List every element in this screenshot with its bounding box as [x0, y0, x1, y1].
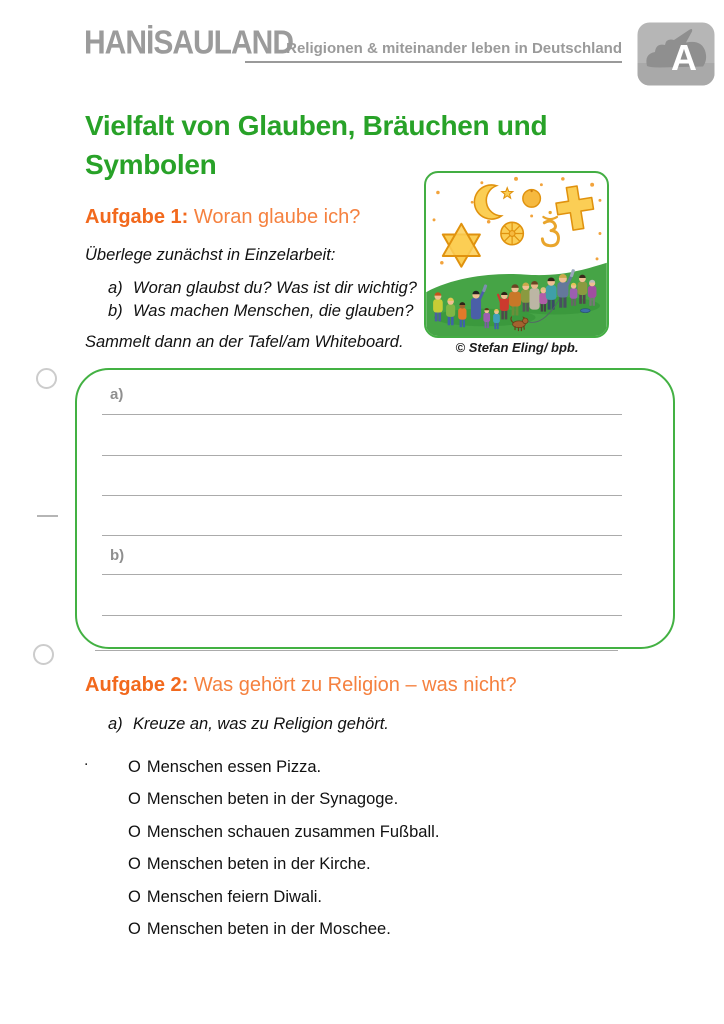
- checkbox-bullet[interactable]: O: [128, 855, 141, 874]
- checkbox-bullet[interactable]: O: [128, 919, 141, 938]
- hole-punch-mark: [33, 644, 54, 665]
- checklist-item-text: Menschen beten in der Kirche.: [146, 855, 371, 874]
- checkbox-bullet[interactable]: O: [128, 790, 141, 809]
- orange-fruit-icon: [523, 190, 541, 208]
- religion-checklist: [128, 751, 439, 945]
- page-title: Vielfalt von Glauben, Bräuchen und Symbolen: [85, 110, 548, 180]
- task1-outro: Sammelt dann an der Tafel/am Whiteboard.: [85, 333, 404, 351]
- worksheet-series-subtitle: Religionen & miteinander leben in Deutschland: [286, 40, 622, 57]
- task1-intro: Überlege zunächst in Einzelarbeit:: [85, 246, 336, 264]
- answer-line[interactable]: [102, 535, 622, 536]
- task2-question: Was gehört zu Religion – was nicht?: [193, 674, 517, 696]
- checklist-item: [128, 881, 439, 913]
- answer-line[interactable]: [102, 615, 622, 616]
- checklist-item: [128, 783, 439, 815]
- task1-subtask-b: [108, 300, 417, 323]
- crescent-moon-and-star-icon: [474, 185, 512, 219]
- task1-heading: [85, 206, 360, 229]
- checkbox-bullet[interactable]: O: [128, 887, 141, 906]
- subtask-text: Was machen Menschen, die glauben?: [133, 301, 414, 320]
- checklist-item-text: Menschen feiern Diwali.: [146, 887, 323, 906]
- checkbox-bullet[interactable]: O: [128, 758, 141, 776]
- box-bottom-rule: [95, 650, 618, 651]
- answer-line[interactable]: [102, 414, 622, 415]
- hole-punch-mark: [36, 368, 57, 389]
- hippo-silhouette-icon: [637, 22, 715, 86]
- subtask-text: Woran glaubst du? Was ist dir wichtig?: [133, 279, 417, 297]
- task1-question: Woran glaube ich?: [193, 206, 361, 228]
- subtask-text: Kreuze an, was zu Religion gehört.: [133, 715, 389, 733]
- answer-box-label-b: b): [110, 547, 125, 564]
- answer-box-label-a: a): [110, 386, 124, 403]
- image-credit: © Stefan Eling/ bpb.: [455, 340, 579, 355]
- hanisauland-logo: HANİSAULAND: [84, 25, 293, 62]
- answer-line[interactable]: [102, 455, 622, 456]
- answer-line[interactable]: [102, 495, 622, 496]
- answer-line[interactable]: [102, 574, 622, 575]
- star-of-david-icon: [443, 224, 480, 267]
- checklist-item-text: Menschen essen Pizza.: [146, 758, 322, 776]
- frisbee: [580, 309, 590, 313]
- illustration: [424, 171, 609, 338]
- task2-heading: [85, 674, 517, 697]
- subtask-marker: b): [108, 301, 123, 320]
- subtask-marker: a): [108, 715, 123, 733]
- header-rule: [245, 61, 622, 63]
- stray-period-mark: .: [84, 752, 89, 769]
- task1-subtask-a: [108, 277, 417, 300]
- svg-text:A: A: [671, 37, 697, 78]
- checklist-item-text: Menschen schauen zusammen Fußball.: [146, 822, 440, 841]
- task1-subtask-list: [108, 277, 417, 322]
- checklist-item: [128, 913, 439, 945]
- checklist-item-text: Menschen beten in der Synagoge.: [146, 790, 399, 809]
- dharma-wheel-icon: [501, 222, 523, 244]
- om-symbol-icon: [542, 211, 558, 246]
- christian-cross-icon: [554, 184, 596, 232]
- checklist-item-text: Menschen beten in der Moschee.: [146, 919, 391, 938]
- checklist-item: [128, 848, 439, 880]
- fold-mark: [37, 515, 58, 517]
- task1-label: Aufgabe 1:: [85, 206, 189, 228]
- task2-label: Aufgabe 2:: [85, 674, 189, 696]
- checkbox-bullet[interactable]: O: [128, 822, 141, 841]
- answer-box: [75, 368, 675, 649]
- task2-subtask: [108, 715, 389, 734]
- corner-tab-a: [637, 22, 715, 86]
- checklist-item: [128, 751, 439, 783]
- checklist-item: [128, 816, 439, 848]
- subtask-marker: a): [108, 279, 123, 297]
